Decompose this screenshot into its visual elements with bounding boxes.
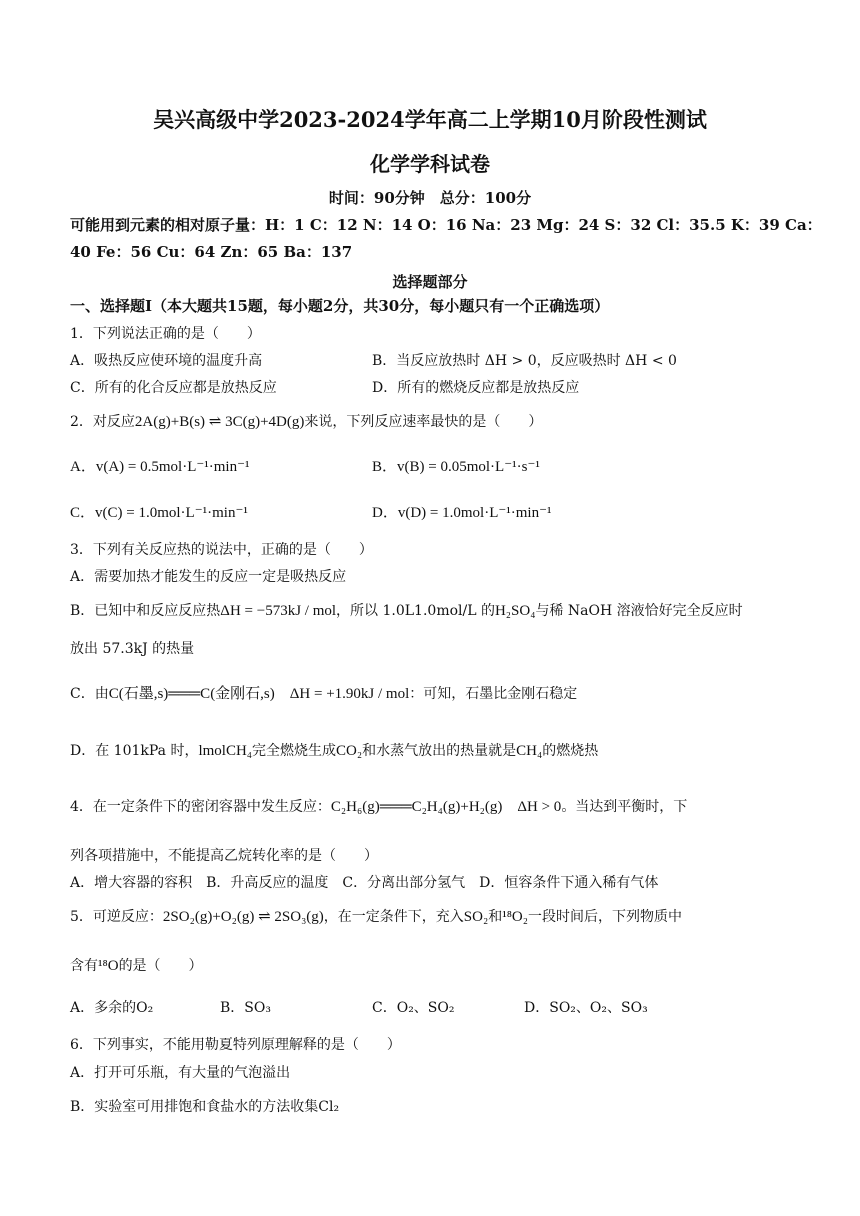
q3c-post: ：可知，石墨比金刚石稳定 [409, 686, 578, 702]
exam-subtitle: 化学学科试卷 [370, 152, 490, 176]
q5-mid: ，在一定条件下，充入 [323, 909, 464, 925]
q3d-post: 的燃烧热 [542, 743, 599, 759]
question-2-option-c: C．v(C) = 1.0mol·L⁻¹·min⁻¹ [70, 505, 248, 521]
q3b-pre: B．已知中和反应反应热 [70, 603, 221, 619]
question-6-stem: 6．下列事实，不能用勒夏特列原理解释的是（ ） [70, 1037, 401, 1053]
q5-pre: 5．可逆反应： [70, 909, 163, 925]
q5-post: 一段时间后，下列物质中 [528, 909, 682, 925]
q3b-mid: ，所以 1.0L1.0mol/L 的 [336, 603, 495, 619]
question-1-stem: 1．下列说法正确的是（ ） [70, 326, 261, 342]
question-3-option-a: A．需要加热才能发生的反应一定是吸热反应 [70, 569, 347, 585]
q3d-chem1: lmolCH₄ [198, 743, 253, 759]
question-2-stem-pre: 2．对反应 [70, 414, 135, 430]
atomic-masses-line2: 40 Fe：56 Cu：64 Zn：65 Ba：137 [70, 243, 353, 261]
question-2-option-b: B．v(B) = 0.05mol·L⁻¹·s⁻¹ [372, 459, 540, 475]
q4-post: 。当达到平衡时，下 [561, 799, 688, 815]
q3d-mid2: 和水蒸气放出的热量就是 [362, 743, 517, 759]
q5-option-b: B．SO₃ [220, 1000, 271, 1016]
question-5-stem-line2 [70, 956, 203, 976]
q3b-chem: H₂SO₄ [494, 603, 536, 619]
question-2-stem [70, 412, 542, 432]
question-2-stem-post: 来说，下列反应速率最快的是（ ） [304, 414, 543, 430]
question-3-option-d [70, 741, 598, 761]
q3d-chem2: CO₂ [336, 743, 363, 759]
q5-option-d: D．SO₂、O₂、SO₃ [524, 1000, 648, 1016]
question-5-options [70, 998, 648, 1018]
q5-chem1: SO₂ [463, 909, 489, 925]
question-3-stem: 3．下列有关反应热的说法中，正确的是（ ） [70, 542, 373, 558]
question-3-option-c [70, 684, 577, 704]
question-4-options: A．增大容器的容积 B．升高反应的温度 C．分离出部分氢气 D．恒容条件下通入稀有气体 [70, 875, 659, 891]
question-6-option-b: B．实验室可用排饱和食盐水的方法收集Cl₂ [70, 1099, 340, 1115]
question-2-equation: 2A(g)+B(s) ⇌ 3C(g)+4D(g) [134, 414, 305, 430]
exam-title: 吴兴高级中学2023-2024学年高二上学期10月阶段性测试 [153, 107, 707, 132]
q4-pre: 4．在一定条件下的密闭容器中发生反应： [70, 799, 331, 815]
q4-equation: C₂H₆(g)═══C₂H₄(g)+H₂(g) ΔH > 0 [330, 799, 562, 815]
question-4-stem-line1 [70, 797, 687, 817]
q3b-enthalpy: ΔH = −573kJ / mol [220, 603, 337, 619]
q3c-equation: C(石墨,s)═══C(金刚石,s) ΔH = +1.90kJ / mol [108, 686, 410, 702]
q3d-pre: D．在 101kPa 时， [70, 743, 199, 759]
time-info: 时间：90分钟 总分：100分 [328, 189, 532, 207]
q5-l2-post: 的是（ ） [118, 958, 203, 974]
section-heading: 一、选择题Ⅰ（本大题共15题，每小题2分，共30分，每小题只有一个正确选项） [70, 297, 610, 315]
q5-chem2: ¹⁸O₂ [502, 909, 528, 925]
q3d-chem3: CH₄ [516, 743, 543, 759]
question-2-option-a: A．v(A) = 0.5mol·L⁻¹·min⁻¹ [70, 459, 250, 475]
q3d-mid1: 完全燃烧生成 [252, 743, 337, 759]
q5-mid2: 和 [488, 909, 503, 925]
question-2-option-d: D．v(D) = 1.0mol·L⁻¹·min⁻¹ [372, 505, 552, 521]
q5-l2-isotope: ¹⁸O [98, 958, 119, 974]
q3b-post: 与稀 NaOH 溶液恰好完全反应时 [535, 603, 743, 619]
question-3-option-b-line1 [70, 601, 743, 621]
question-3-option-b-line2: 放出 57.3kJ 的热量 [70, 641, 195, 657]
atomic-masses-line1: 可能用到元素的相对原子量：H：1 C：12 N：14 O：16 Na：23 Mg：24 S：32 Cl：35.5 K：39 Ca： [70, 216, 822, 234]
question-1-option-b: B．当反应放热时 ΔH > 0，反应吸热时 ΔH < 0 [372, 353, 677, 369]
question-6-option-a: A．打开可乐瓶，有大量的气泡溢出 [70, 1065, 291, 1081]
question-5-stem-line1 [70, 907, 682, 927]
q5-l2-pre: 含有 [70, 958, 98, 974]
part-title: 选择题部分 [392, 273, 468, 291]
question-4-stem-line2: 列各项措施中，不能提高乙烷转化率的是（ ） [70, 848, 378, 864]
question-1-option-d: D．所有的燃烧反应都是放热反应 [372, 380, 580, 396]
q5-option-a: A．多余的O₂ [70, 1000, 154, 1016]
q5-equation: 2SO₂(g)+O₂(g) ⇌ 2SO₃(g) [162, 909, 324, 925]
q5-option-c: C．O₂、SO₂ [372, 1000, 455, 1016]
q3c-pre: C．由 [70, 686, 109, 702]
question-1-option-a: A．吸热反应使环境的温度升高 [70, 353, 263, 369]
question-1-option-c: C．所有的化合反应都是放热反应 [70, 380, 277, 396]
